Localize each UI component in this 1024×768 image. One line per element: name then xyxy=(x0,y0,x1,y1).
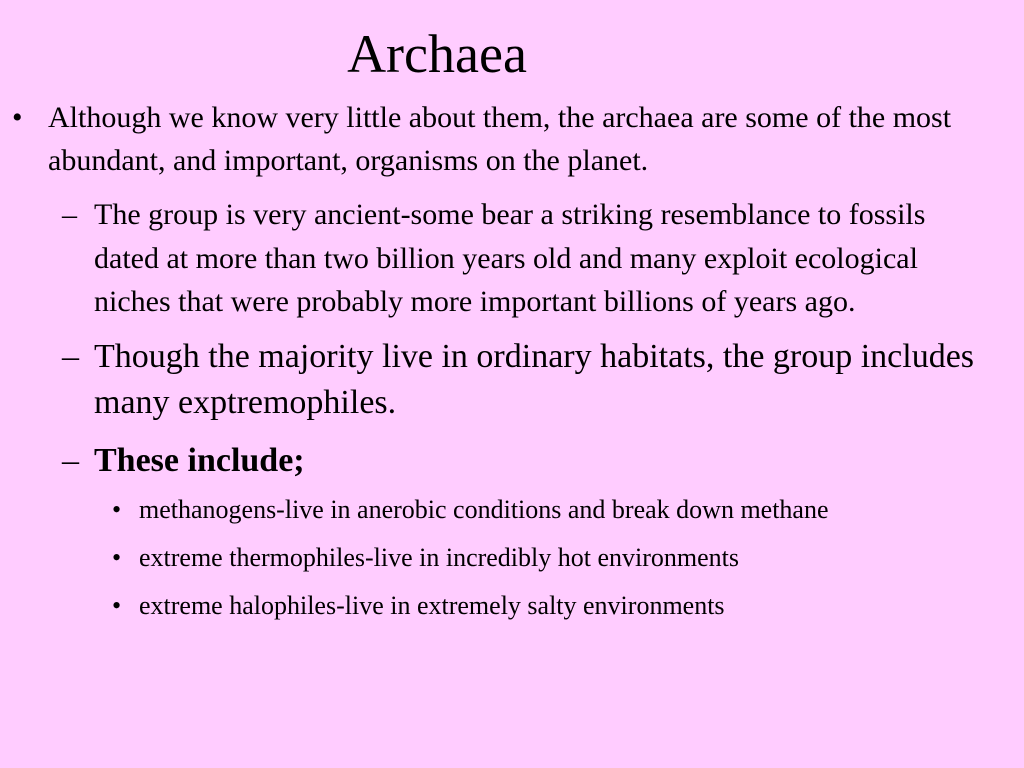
bullet-list xyxy=(0,96,1000,625)
item-halophiles xyxy=(112,586,959,625)
bullet-abundance xyxy=(12,96,998,182)
bullet-marker: • xyxy=(12,101,23,134)
item-text: methanogens-live in anerobic conditions and break down methane xyxy=(139,494,829,524)
bullet-marker: • xyxy=(112,590,122,620)
sub-bullet-text: These include; xyxy=(94,441,305,479)
bullet-marker: • xyxy=(112,542,122,572)
dash-marker: – xyxy=(62,337,79,375)
sub-bullet-these-include xyxy=(62,438,994,484)
slide-title: Archaea xyxy=(347,24,527,84)
sub-bullet-habitats xyxy=(62,334,994,426)
item-methanogens xyxy=(112,490,959,529)
item-text: extreme thermophiles-live in incredibly hot environments xyxy=(139,542,740,572)
dash-marker: – xyxy=(62,198,77,231)
bullet-text: Although we know very little about them, the archaea are some of the most abundant, and important, organisms on the planet. xyxy=(48,101,952,177)
dash-marker: – xyxy=(62,441,79,479)
sub-bullet-text: The group is very ancient-some bear a striking resemblance to fossils dated at more than two billion years old and many exploit ecological niches that were probably more important billions of years ago. xyxy=(94,198,926,318)
sub-bullet-text: Though the majority live in ordinary habitats, the group includes many exptremophiles. xyxy=(94,337,975,421)
sub-bullet-ancient xyxy=(62,193,994,324)
item-thermophiles xyxy=(112,538,959,577)
bullet-marker: • xyxy=(112,494,122,524)
item-text: extreme halophiles-live in extremely salty environments xyxy=(139,590,725,620)
